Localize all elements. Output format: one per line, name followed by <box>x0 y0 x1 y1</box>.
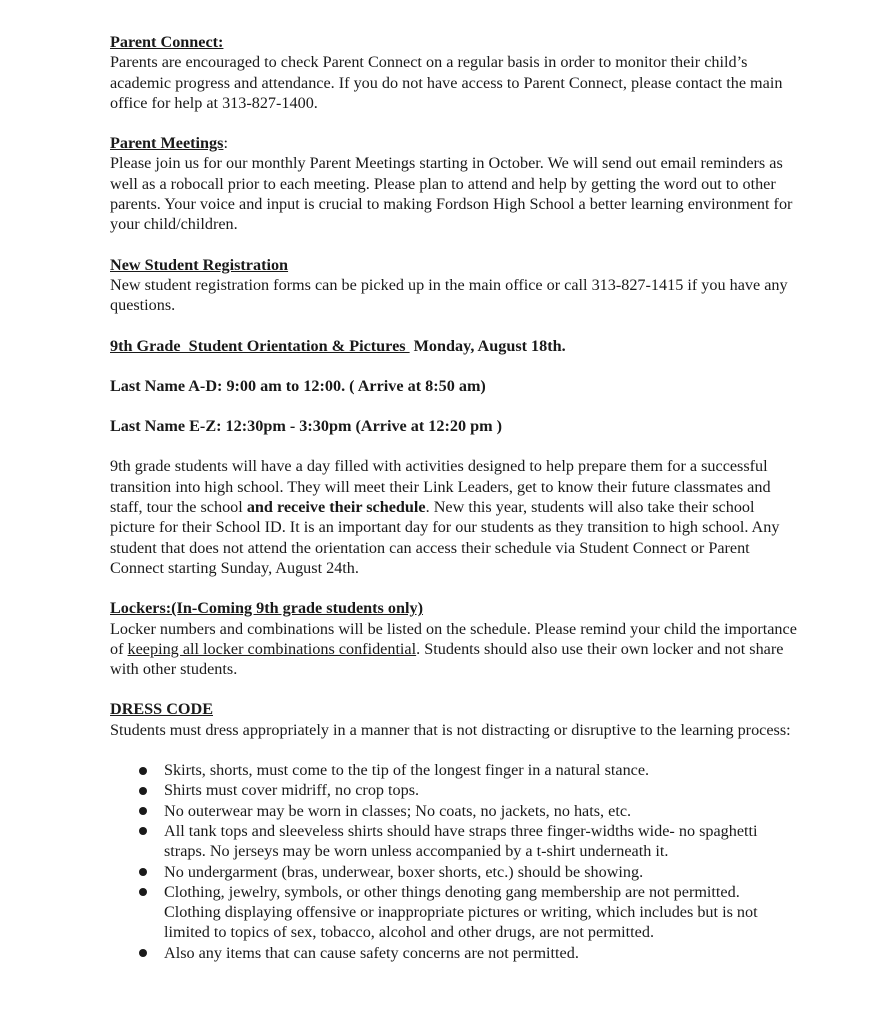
orientation-heading-line <box>110 336 800 356</box>
parent-meetings-heading: Parent Meetings <box>110 134 224 153</box>
dress-code-rule: Also any items that can cause safety concerns are not permitted. <box>164 943 579 962</box>
orientation-group-ad: Last Name A-D: 9:00 am to 12:00. ( Arrive at 8:50 am) <box>110 376 486 395</box>
orientation-section <box>110 456 800 578</box>
dress-code-intro: Students must dress appropriately in a manner that is not distracting or disruptive to the learning process: <box>110 720 791 739</box>
parent-meetings-heading-line <box>110 133 800 153</box>
dress-code-heading: DRESS CODE <box>110 700 213 719</box>
new-student-registration-body: New student registration forms can be picked up in the main office or call 313-827-1415 if you have any questions. <box>110 275 788 315</box>
lockers-body <box>110 619 800 680</box>
parent-meetings-body: Please join us for our monthly Parent Meetings starting in October. We will send out email reminders as well as a robocall prior to each meeting. Please plan to attend and help by getting the word out to other parents. Your voice and input is crucial to making Fordson High School a better learning environment for your child/children. <box>110 154 793 234</box>
dress-code-rule: Clothing, jewelry, symbols, or other things denoting gang membership are not permitted. Clothing displaying offensive or inappropriate pictures or writing, which includes but is not limited to topics of sex, tobacco, alcohol and other drugs, are not permitted. <box>164 882 758 942</box>
bullet-icon <box>139 949 147 957</box>
parent-connect-heading: Parent Connect: <box>110 33 224 51</box>
orientation-heading: 9th Grade Student Orientation & Pictures <box>110 336 410 355</box>
orientation-body <box>110 456 800 578</box>
parent-connect-body: Parents are encouraged to check Parent Connect on a regular basis in order to monitor their child’s academic progress and attendance. If you do not have access to Parent Connect, please contact the main office for help at 313-827-1400. <box>110 53 783 112</box>
parent-meetings-section <box>110 133 800 234</box>
list-item <box>137 862 800 882</box>
lockers-body-underlined: keeping all locker combinations confidential <box>127 639 417 658</box>
list-item <box>137 821 800 862</box>
orientation-body-part2: . New this year, students will also take their school picture for their School ID. It is an important day for our students as they transition to high school. Any student that does not attend the orientation can access their schedule via Student Connect or Parent Connect starting Sunday, August 24th. <box>110 498 780 577</box>
lockers-section <box>110 598 800 679</box>
new-student-registration-heading: New Student Registration <box>110 255 289 274</box>
lockers-body-part1: Locker numbers and combinations will be listed on the schedule. Please remind your child the importance of <box>110 619 797 658</box>
document-page <box>110 32 800 963</box>
list-item <box>137 882 800 943</box>
dress-code-rules-list <box>110 760 800 963</box>
orientation-group-ez: Last Name E-Z: 12:30pm - 3:30pm (Arrive at 12:20 pm ) <box>110 417 503 436</box>
lockers-heading: Lockers:(In-Coming 9th grade students only) <box>110 599 423 618</box>
orientation-date: Monday, August 18th. <box>409 336 566 355</box>
list-item <box>137 760 800 780</box>
dress-code-rule: Shirts must cover midriff, no crop tops. <box>164 781 420 800</box>
bullet-icon <box>139 767 147 775</box>
list-item <box>137 801 800 821</box>
orientation-body-bold: and receive their schedule <box>246 498 426 517</box>
list-item <box>137 943 800 963</box>
orientation-body-part1: 9th grade students will have a day filled with activities designed to help prepare them for a successful transition into high school. They will meet their Link Leaders, get to know their future classmates and staff, tour the school <box>110 457 771 517</box>
bullet-icon <box>139 888 147 896</box>
lockers-body-part2: . Students should also use their own locker and not share with other students. <box>110 639 784 679</box>
bullet-icon <box>139 787 147 795</box>
bullet-icon <box>139 827 147 835</box>
dress-code-section <box>110 699 800 963</box>
bullet-icon <box>139 807 147 815</box>
list-item <box>137 780 800 800</box>
dress-code-rule: No undergarment (bras, underwear, boxer shorts, etc.) should be showing. <box>164 862 644 881</box>
dress-code-rule: Skirts, shorts, must come to the tip of the longest finger in a natural stance. <box>164 761 650 780</box>
parent-meetings-colon: : <box>223 134 228 153</box>
dress-code-rule: All tank tops and sleeveless shirts should have straps three finger-widths wide- no spaghetti straps. No jerseys may be worn unless accompanied by a t-shirt underneath it. <box>164 821 758 861</box>
new-student-registration-section <box>110 255 800 316</box>
bullet-icon <box>139 868 147 876</box>
dress-code-rule: No outerwear may be worn in classes; No coats, no jackets, no hats, etc. <box>164 801 632 820</box>
parent-connect-section <box>110 32 800 113</box>
